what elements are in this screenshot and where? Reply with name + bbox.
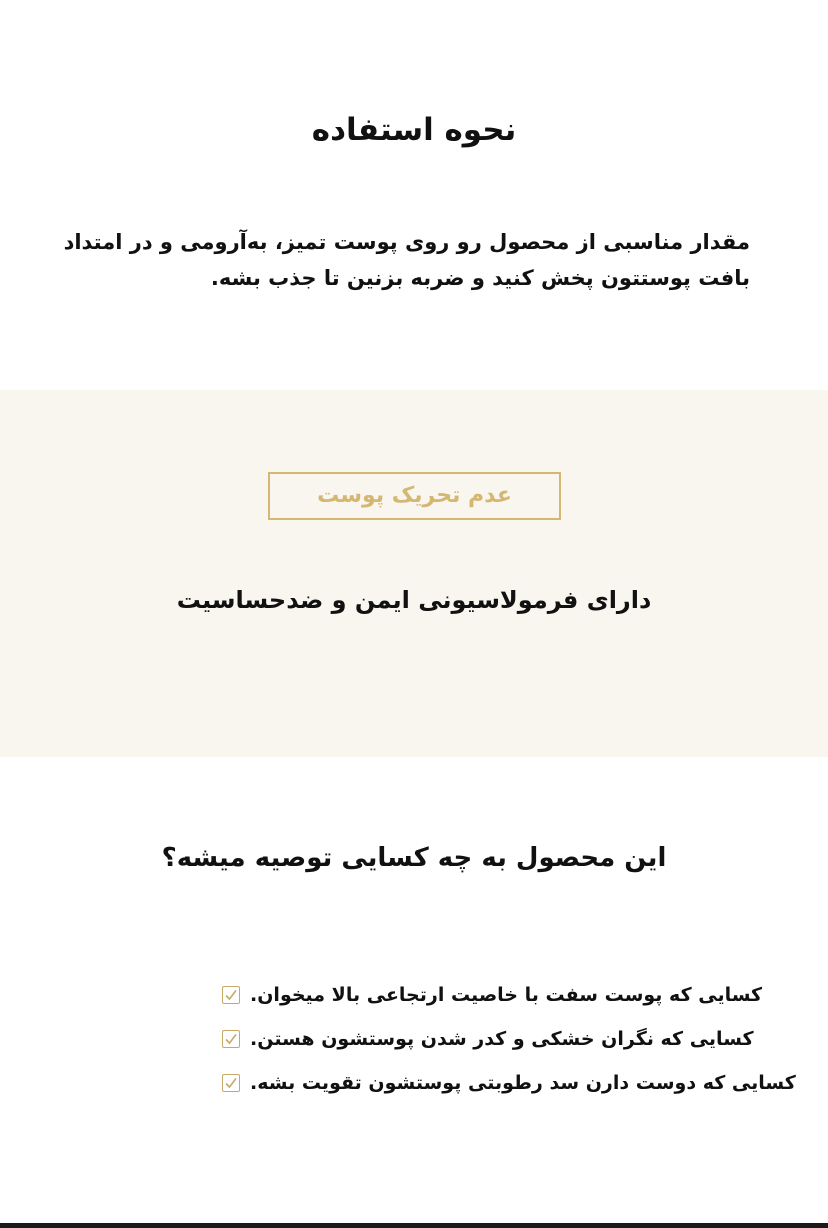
- list-item-text: کسایی که پوست سفت با خاصیت ارتجاعی بالا میخوان.: [250, 984, 763, 1006]
- checkbox-check-icon: [222, 1074, 240, 1092]
- list-item: [222, 1061, 802, 1105]
- checkbox-check-icon: [222, 1030, 240, 1048]
- bottom-divider: [0, 1223, 828, 1228]
- audience-title: این محصول به چه کسایی توصیه میشه؟: [161, 843, 667, 873]
- list-item: [222, 1017, 802, 1061]
- feature-badge: عدم تحریک پوست: [268, 472, 561, 520]
- usage-title: نحوه استفاده: [311, 112, 517, 148]
- usage-body: مقدار مناسبی از محصول رو روی پوست تمیز، به‌آرومی و در امتداد بافت پوستتون پخش کنید و ضربه بزنین تا جذب بشه.: [63, 230, 750, 290]
- feature-section: [0, 390, 828, 757]
- list-item-text: کسایی که نگران خشکی و کدر شدن پوستشون هستن.: [250, 1028, 754, 1050]
- list-item: [222, 973, 802, 1017]
- audience-section: [0, 757, 828, 1223]
- audience-list: [222, 973, 802, 1105]
- feature-description: دارای فرمولاسیونی ایمن و ضدحساسیت: [176, 586, 652, 614]
- checkbox-check-icon: [222, 986, 240, 1004]
- list-item-text: کسایی که دوست دارن سد رطوبتی پوستشون تقویت بشه.: [250, 1072, 796, 1094]
- usage-section: [0, 0, 828, 390]
